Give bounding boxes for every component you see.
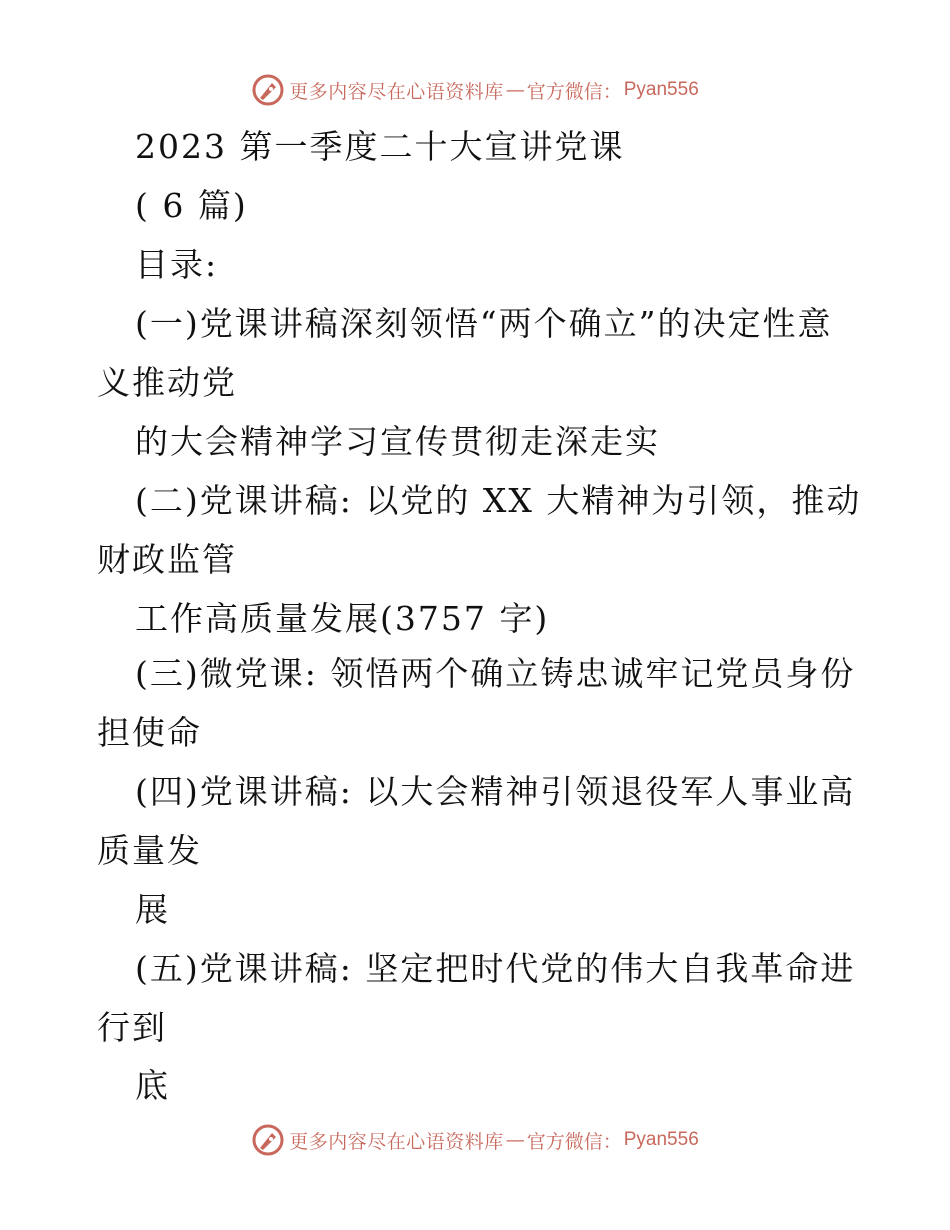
toc-item-1-line-1: (一)党课讲稿深刻领悟“两个确立”的决定性意 xyxy=(135,304,833,343)
watermark-dash: — xyxy=(505,79,525,101)
watermark-brand: 更多内容尽在心语资料库 xyxy=(289,80,504,103)
toc-item-5-line-3: 底 xyxy=(135,1066,170,1105)
toc-item-5-line-2: 行到 xyxy=(97,1008,167,1047)
toc-item-4-line-1: (四)党课讲稿: 以大会精神引领退役军人事业高 xyxy=(135,772,856,811)
watermark-dash: — xyxy=(505,1129,525,1151)
toc-item-1-line-2: 义推动党 xyxy=(97,363,237,402)
toc-item-1-line-3: 的大会精神学习宣传贯彻走深走实 xyxy=(135,422,660,461)
toc-item-5-line-1: (五)党课讲稿: 坚定把时代党的伟大自我革命进 xyxy=(135,949,856,988)
watermark-id: Pyan556 xyxy=(623,1129,699,1150)
toc-item-4-line-2: 质量发 xyxy=(97,831,202,870)
watermark-label: 官方微信： xyxy=(526,1130,622,1153)
pen-nib-circle-icon xyxy=(251,73,285,107)
toc-item-3-line-2: 担使命 xyxy=(97,713,202,752)
watermark-id: Pyan556 xyxy=(623,79,699,100)
watermark-footer xyxy=(0,1120,950,1160)
pen-nib-circle-icon xyxy=(251,1123,285,1157)
toc-item-4-line-3: 展 xyxy=(135,890,170,929)
document-count: ( 6 篇) xyxy=(135,186,248,225)
toc-item-2-line-2: 财政监管 xyxy=(97,540,237,579)
watermark-brand: 更多内容尽在心语资料库 xyxy=(289,1130,504,1153)
watermark-header xyxy=(0,70,950,110)
toc-item-2-line-3: 工作高质量发展(3757 字) xyxy=(135,599,550,638)
watermark-label: 官方微信： xyxy=(526,80,622,103)
toc-heading: 目录: xyxy=(135,245,219,284)
toc-item-3-line-1: (三)微党课: 领悟两个确立铸忠诚牢记党员身份 xyxy=(135,654,856,693)
document-title: 2023 第一季度二十大宣讲党课 xyxy=(135,127,625,166)
toc-item-2-line-1: (二)党课讲稿: 以党的 XX 大精神为引领，推动 xyxy=(135,481,862,520)
